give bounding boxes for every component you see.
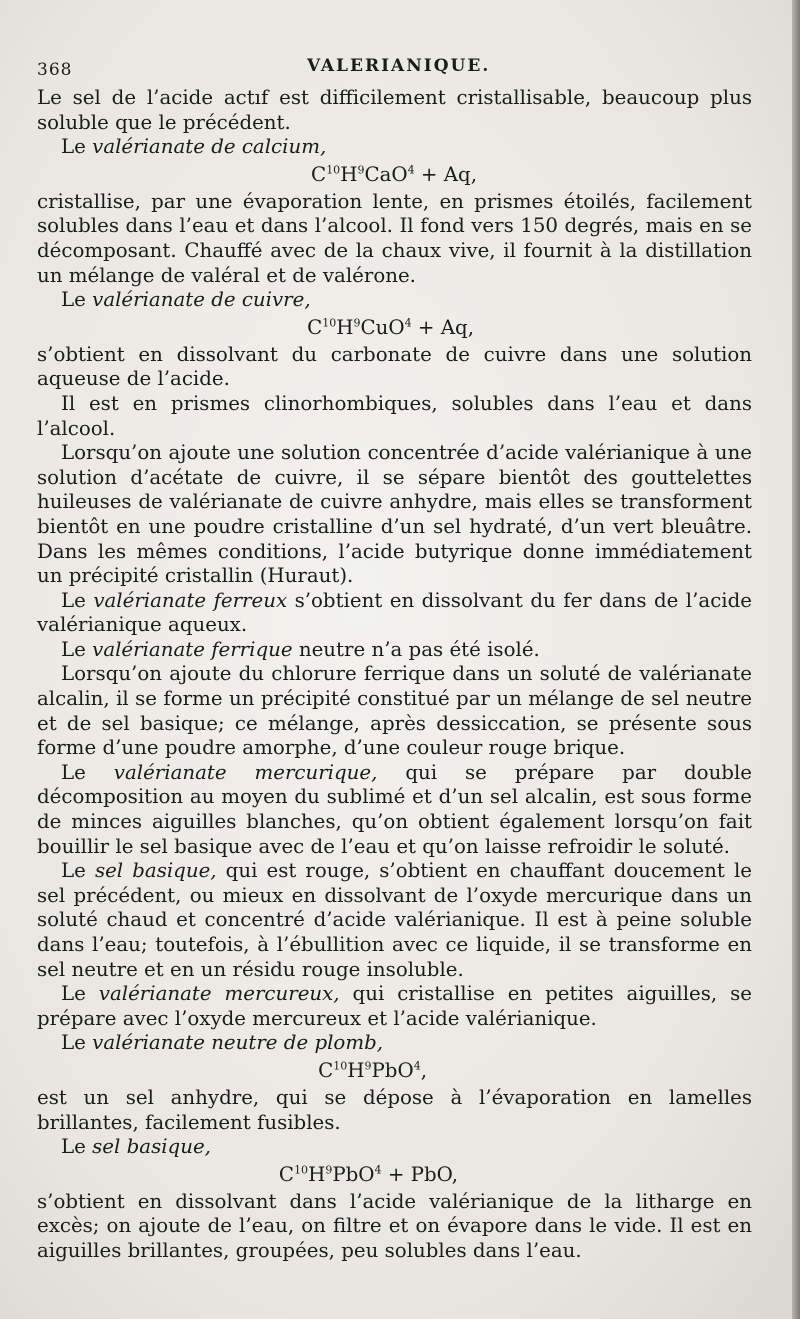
italic-run: valérianate mercurique, [113,760,378,784]
paragraph [37,343,752,392]
subscript-run: 10 [322,316,337,330]
text-run: + Aq, [414,162,477,186]
text-run: Le [61,588,94,612]
text-run: qui cristallise en petites aiguilles, se prépare avec l’oxyde mercureux et l’acide valérianique. [37,982,752,1030]
body-text [37,86,752,1264]
text-run: Le [61,637,93,661]
text-run: Le [61,135,93,159]
paragraph [37,982,752,1031]
subscript-run: 9 [353,316,361,330]
chemical-formula [37,1056,752,1086]
subscript-run: 10 [294,1163,309,1177]
text-run: neutre n’a pas été isolé. [292,637,540,661]
paragraph [37,1031,752,1056]
italic-run: valérianate ferrique [92,637,293,661]
text-run: C [311,162,327,186]
text-run: qui se prépare par double décomposition au moyen du sublimé et d’un sel alcalin, est sous forme de minces aiguilles blanches, qu’on obtient également lorsqu’on fait bouillir le sel basique avec de l’eau et qu’on laisse refroidir le soluté. [37,760,752,858]
subscript-run: 4 [407,163,415,177]
text-run: Le [61,1135,93,1159]
text-run: qui est rouge, s’obtient en chauffant doucement le sel précédent, ou mieux en dissolvant de l’oxyde mercurique dans un soluté chaud et concentré d’acide valérianique. Il est à peine soluble dans l’eau; toutefois, à l’ébullition avec ce liquide, il se transforme en sel neutre et en un résidu rouge insoluble. [37,859,752,981]
italic-run: valérianate ferreux [93,588,288,612]
paragraph [37,135,752,160]
text-run: + Aq, [411,315,474,339]
running-title: VALERIANIQUE. [307,56,491,76]
chemical-formula [37,1160,752,1190]
text-run: Le [61,982,99,1006]
paragraph [37,859,752,982]
subscript-run: 9 [364,1059,372,1073]
italic-run: valérianate de cuivre, [92,288,311,312]
subscript-run: 9 [357,163,365,177]
paragraph [37,86,752,135]
text-run: , [420,1058,427,1082]
italic-run: sel basique, [94,859,217,883]
text-run: PbO [332,1162,375,1186]
subscript-run: 9 [325,1163,333,1177]
italic-run: valérianate neutre de plomb, [92,1031,384,1055]
text-run: Il est en prismes clinorhombiques, solubles dans l’eau et dans l’alcool. [37,391,752,440]
text-run: cristallise, par une évaporation lente, en prismes étoilés, facilement solubles dans l’eau et dans l’alcool. Il fond vers 150 degrés, mais en se décomposant. Chauffé avec de la chaux vive, il fournit à la distillation un mélange de valéral et de valérone. [37,189,752,287]
text-run: s’obtient en dissolvant du fer dans de l’acide valérianique aqueux. [37,588,752,637]
paragraph [37,1190,752,1264]
text-run: Le [61,859,95,883]
text-run: H [340,162,358,186]
text-run: Le [61,760,114,784]
paragraph [37,1135,752,1160]
italic-run: valérianate de calcium, [92,135,327,159]
paragraph [37,190,752,288]
subscript-run: 10 [333,1059,348,1073]
text-run: Le [61,288,93,312]
page-header [37,56,752,86]
paragraph [37,441,752,589]
paragraph [37,761,752,859]
subscript-run: 10 [326,163,341,177]
paragraph [37,288,752,313]
text-run: C [318,1058,334,1082]
paragraph [37,1086,752,1135]
text-run: C [307,315,323,339]
paragraph [37,392,752,441]
paragraph [37,638,752,663]
text-run: CuO [360,315,405,339]
italic-run: sel basique, [92,1135,211,1159]
subscript-run: 4 [413,1059,421,1073]
text-run: H [336,315,354,339]
text-run: Lorsqu’on ajoute une solution concentrée d’acide valérianique à une solution d’acétate de cuivre, il se sépare bientôt des gouttelettes huileuses de valérianate de cuivre anhydre, mais elles se transforment bientôt en une poudre cristalline d’un sel hydraté, d’un vert bleuâtre. Dans les mêmes conditions, l’acide butyrique donne immédiatement un précipité cristallin (Huraut). [37,441,752,588]
text-run: + PbO, [381,1162,458,1186]
text-run: PbO [371,1058,414,1082]
text-run: H [308,1162,326,1186]
paragraph [37,589,752,638]
text-run: Lorsqu’on ajoute du chlorure ferrique dans un soluté de valérianate alcalin, il se forme un précipité constitué par un mélange de sel neutre et de sel basique; ce mélange, après dessiccation, se présente sous forme d’une poudre amorphe, d’une couleur rouge brique. [37,662,752,760]
italic-run: valérianate mercureux, [98,982,340,1006]
text-run: Le sel de l’acide actıf est difficilement cristallisable, beaucoup plus soluble que le précédent. [37,86,752,134]
page-number: 368 [37,60,73,80]
text-run: CaO [364,162,408,186]
text-run: est un sel anhydre, qui se dépose à l’évaporation en lamelles brillantes, facilement fusibles. [37,1085,752,1134]
text-run: s’obtient en dissolvant dans l’acide valérianique de la litharge en excès; on ajoute de l’eau, on filtre et on évapore dans le vide. Il est en aiguilles brillantes, groupées, peu solubles dans l’eau. [37,1189,752,1262]
subscript-run: 4 [404,316,412,330]
text-run: Le [61,1031,93,1055]
text-run: C [278,1162,295,1186]
page-edge [792,0,800,1319]
text-run: H [347,1058,365,1082]
chemical-formula [37,160,752,190]
text-run: s’obtient en dissolvant du carbonate de cuivre dans une solution aqueuse de l’acide. [37,342,752,391]
chemical-formula [37,313,752,343]
paragraph [37,662,752,760]
subscript-run: 4 [374,1163,382,1177]
